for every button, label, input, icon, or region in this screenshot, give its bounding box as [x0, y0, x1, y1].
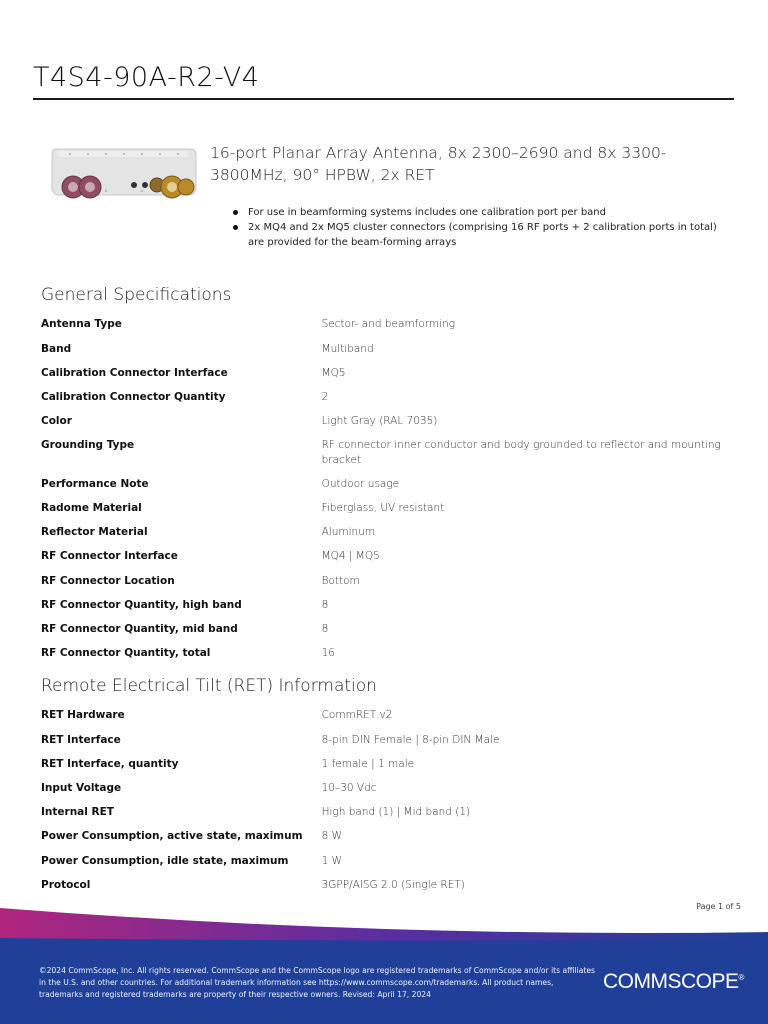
- spec-value: 3GPP/AISG 2.0 (Single RET): [321, 878, 465, 891]
- ret-information-table: [41, 708, 721, 902]
- spec-row: [41, 317, 721, 342]
- spec-key: Band: [41, 342, 72, 355]
- spec-value: Fiberglass, UV resistant: [321, 502, 445, 514]
- footer-legal-text: ©2024 CommScope, Inc. All rights reserved. CommScope and the CommScope logo are registered trademarks of CommScope and/or its affiliates in the U.S. and other countries. For additional trademark information see https://www.commscope.com/trademarks. All product names, trademarks and registered trademarks are property of their respective owners. Revised: April 17, 2024: [39, 966, 596, 999]
- spec-key: RF Connector Interface: [41, 550, 178, 562]
- spec-key: Calibration Connector Quantity: [41, 390, 226, 403]
- spec-row: [41, 414, 721, 438]
- spec-value: Aluminum: [321, 526, 376, 538]
- spec-row: [41, 708, 721, 733]
- page-number: Page 1 of 5: [696, 902, 741, 911]
- spec-value: 2: [321, 390, 329, 403]
- spec-value: 10–30 Vdc: [321, 781, 377, 794]
- spec-row: [41, 781, 721, 806]
- spec-row: [41, 342, 721, 366]
- spec-row: [41, 574, 721, 598]
- spec-row: [41, 525, 721, 549]
- spec-row: [41, 829, 721, 854]
- spec-key: Grounding Type: [41, 438, 135, 451]
- antenna-product-image: [38, 121, 208, 218]
- spec-row: [41, 878, 721, 902]
- spec-value: 16: [321, 647, 335, 659]
- spec-row: [41, 390, 721, 414]
- spec-key: Calibration Connector Interface: [41, 366, 228, 379]
- spec-value: MQ4 | MQ5: [321, 550, 380, 562]
- spec-value: Multiband: [321, 342, 374, 355]
- spec-key: RF Connector Quantity, total: [41, 647, 211, 659]
- spec-value: 1 female | 1 male: [321, 757, 415, 770]
- spec-value: Light Gray (RAL 7035): [321, 414, 438, 427]
- ret-information-heading: Remote Electrical Tilt (RET) Information: [41, 676, 377, 696]
- spec-value: 8: [321, 623, 329, 635]
- title-divider: [33, 98, 734, 100]
- spec-row: [41, 854, 721, 878]
- spec-key: RET Hardware: [41, 709, 125, 721]
- feature-bullets: [232, 205, 732, 250]
- spec-row: [41, 366, 721, 390]
- spec-key: Antenna Type: [41, 318, 122, 330]
- spec-key: Performance Note: [41, 477, 149, 490]
- spec-row: [41, 733, 721, 757]
- spec-value: High band (1) | Mid band (1): [321, 806, 471, 818]
- spec-value: 8 W: [321, 830, 342, 842]
- spec-row: [41, 622, 721, 646]
- spec-value: Sector- and beamforming: [321, 318, 456, 330]
- spec-key: RET Interface: [41, 733, 121, 746]
- spec-value: MQ5: [321, 366, 346, 379]
- spec-key: Protocol: [41, 878, 91, 891]
- spec-key: Internal RET: [41, 806, 114, 818]
- spec-value: 8-pin DIN Female | 8-pin DIN Male: [321, 733, 500, 746]
- spec-row: [41, 438, 721, 477]
- spec-key: Reflector Material: [41, 526, 148, 538]
- spec-row: [41, 757, 721, 781]
- spec-value: RF connector inner conductor and body grounded to reflector and mounting bracket: [321, 438, 721, 466]
- general-specifications-table: [41, 317, 721, 670]
- spec-value: CommRET v2: [321, 709, 393, 721]
- spec-row: [41, 501, 721, 525]
- spec-row: [41, 598, 721, 623]
- commscope-logo: COMMSCOPE®: [603, 970, 744, 993]
- spec-row: [41, 477, 721, 502]
- spec-key: Input Voltage: [41, 781, 122, 794]
- spec-row: [41, 646, 721, 670]
- spec-key: Power Consumption, idle state, maximum: [41, 854, 289, 867]
- spec-row: [41, 549, 721, 574]
- spec-value: Bottom: [321, 574, 360, 587]
- spec-value: 1 W: [321, 854, 342, 867]
- spec-key: Power Consumption, active state, maximum: [41, 830, 303, 842]
- spec-key: RF Connector Location: [41, 574, 175, 587]
- spec-row: [41, 805, 721, 829]
- general-specifications-heading: General Specifications: [41, 285, 232, 305]
- spec-key: Color: [41, 414, 72, 427]
- product-title: T4S4-90A-R2-V4: [33, 62, 260, 93]
- feature-bullet: For use in beamforming systems includes one calibration port per band: [232, 205, 732, 220]
- feature-bullet: 2x MQ4 and 2x MQ5 cluster connectors (comprising 16 RF ports + 2 calibration ports in total) are provided for the beam-forming arrays: [232, 220, 732, 250]
- spec-value: 8: [321, 598, 329, 611]
- product-headline: 16-port Planar Array Antenna, 8x 2300–2690 and 8x 3300-3800MHz, 90° HPBW, 2x RET: [210, 144, 667, 184]
- spec-key: RF Connector Quantity, mid band: [41, 623, 238, 635]
- spec-key: Radome Material: [41, 502, 142, 514]
- spec-value: Outdoor usage: [321, 477, 400, 490]
- spec-key: RF Connector Quantity, high band: [41, 598, 242, 611]
- spec-key: RET Interface, quantity: [41, 757, 179, 770]
